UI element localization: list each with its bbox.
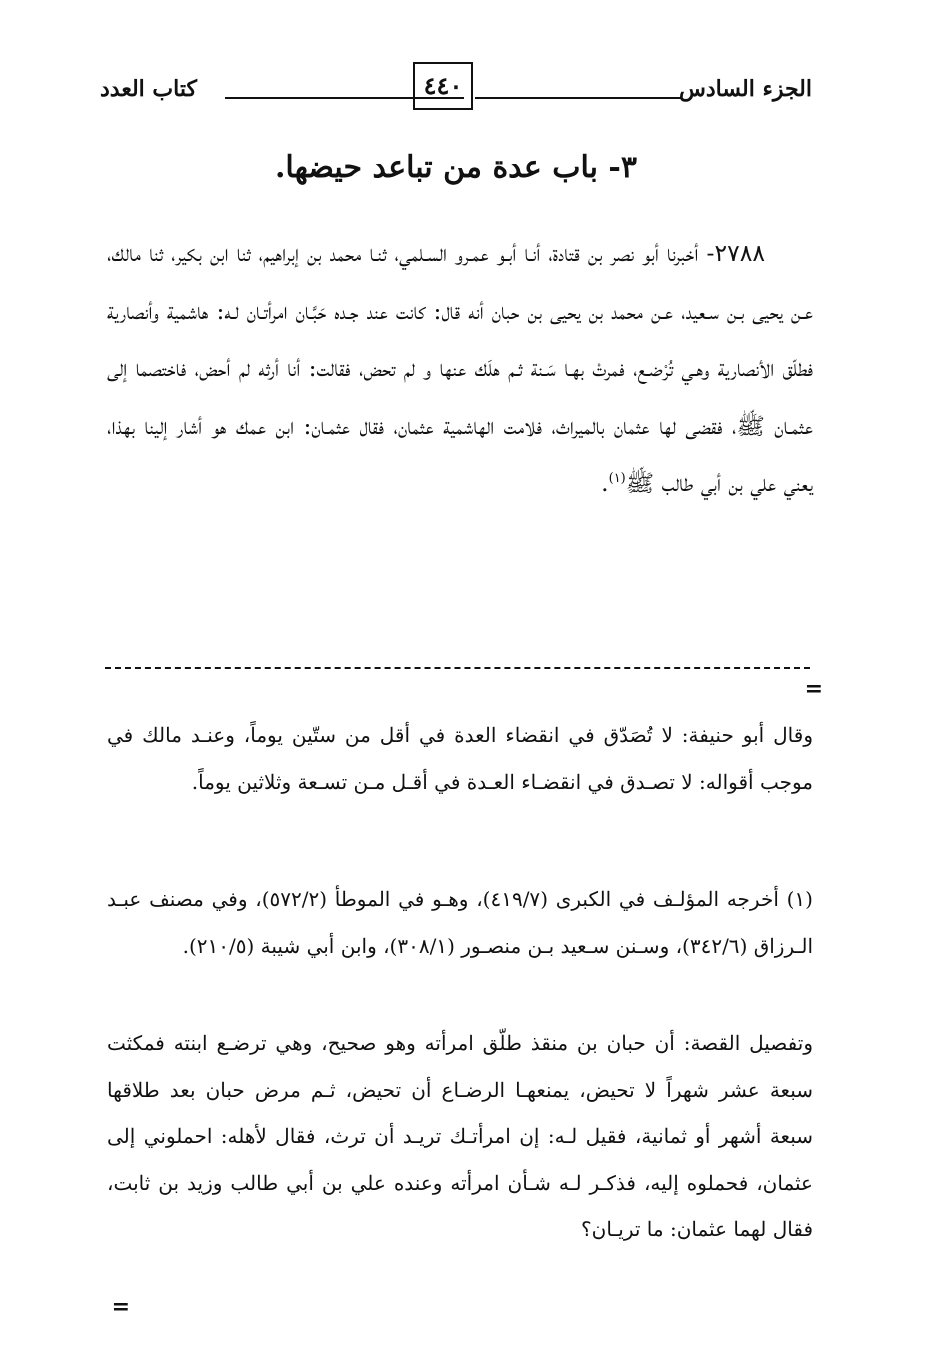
continuation-mark-bottom: = — [111, 1294, 130, 1320]
hadith-number: ٢٧٨٨- — [706, 239, 765, 267]
header-rule-right — [475, 97, 682, 99]
book-label: كتاب العدد — [100, 76, 197, 102]
footnote-separator — [105, 667, 810, 669]
volume-label: الجزء السادس — [679, 76, 812, 102]
running-header — [100, 62, 812, 116]
chapter-title: ٣- باب عدة من تباعد حيضها. — [274, 150, 638, 185]
page-number-box: ٤٤٠ — [413, 62, 473, 110]
footnote-1: (١) أخرجه المؤلـف في الكبرى (٤١٩/٧)، وهـو في الموطأ (٥٧٢/٢)، وفي مصنف عبـد الـرزاق (٣٤٢/٦)، وسـنن سـعيد بـن منصـور (٣٠٨/١)، وابن أبي شيبة (٢١٠/٥). — [107, 887, 813, 958]
footnote-detail: وتفصيل القصة: أن حبان بن منقذ طلّق امرأته وهو صحيح، وهي ترضـع ابنته فمكثت سبعة عشر شهراً لا تحيض، يمنعهـا الرضـاع أن تحيض، ثـم مرض حبان بعد طلاقها سبعة أشهر أو ثمانية، فقيل لـه: إن امرأتـك تريـد أن ترث، فقال لأهله: احملوني إلى عثمان، فحملوه إليه، فذكـر لـه شـأن امرأته وعنده علي بن أبي طالب وزيد بن ثابت، فقال لهما عثمان: ما تريـان؟ — [107, 1031, 813, 1241]
hadith-text — [107, 225, 813, 513]
continuation-mark-top: = — [804, 676, 823, 702]
footnote-carryover: وقال أبو حنيفة: لا تُصَدّق في انقضاء العدة في أقل من ستّين يوماً، وعنـد مالك في موجب أقواله: لا تصـدق في انقضـاء العـدة في أقـل مـن تسـعة وثلاثين يوماً. — [107, 723, 813, 794]
footnote-ref: (١) — [608, 471, 626, 487]
hadith-end: . — [601, 469, 609, 497]
header-rule-left — [225, 97, 464, 99]
hadith-body: أخبرنا أبو نصر بن قتادة، أنـا أبـو عمـرو السـلمي، ثنـا محمد بن إبراهيم، ثنا ابن بكير، ثنا مالك، عـن يحيى بـن سـعيد، عـن محمد بن يحيى بن حبان أنه قال: كانت عند جـده حَبَّـان امرأتـان لـه: هاشمية وأنصارية فطلّق الأنصارية وهـي تُرْضـع، فمرتْ بهـا سَـنة ثـم هلَك عنها و لم تحض، فقالت: أنا أرثه لم أحض، فاختصما إلى عثمـان ﷺ، فقضى لها عثمان بالميراث، فلامت الهاشمية عثمان، فقال عثمـان: ابن عمك هو أشار إلينا بهذا، يعني علي بن أبي طالب ﷺ — [107, 239, 813, 497]
